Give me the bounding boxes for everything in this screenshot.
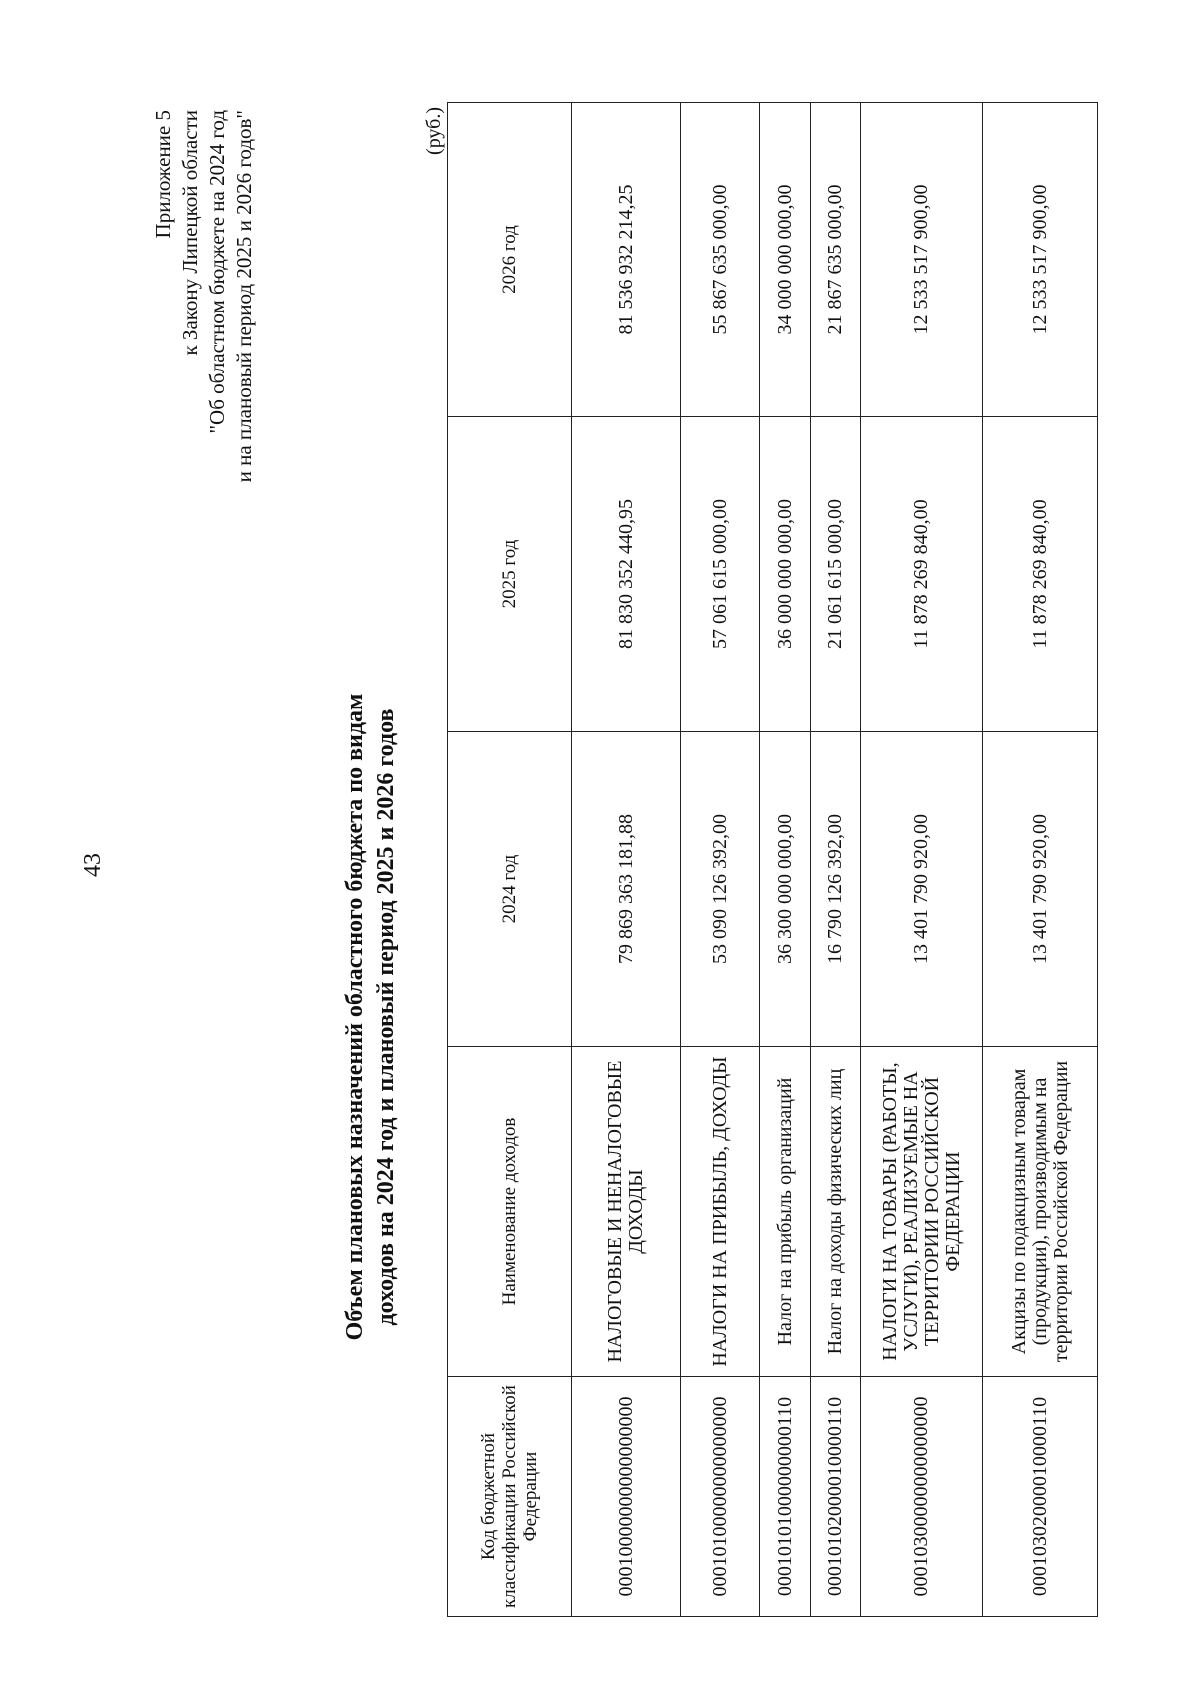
table-row	[572, 103, 681, 1617]
header-2024: 2024 год	[448, 732, 572, 1047]
table-row	[983, 103, 1098, 1617]
title-line-2: доходов на 2024 год и плановый период 2025 и 2026 годов	[373, 708, 399, 1326]
row-2024: 79 869 363 181,88	[572, 732, 681, 1047]
row-2025: 57 061 615 000,00	[681, 417, 760, 732]
row-code: 00010300000000000000	[861, 1377, 983, 1617]
table-row	[811, 103, 861, 1617]
row-2026: 12 533 517 900,00	[861, 103, 983, 417]
row-2024: 13 401 790 920,00	[983, 732, 1098, 1047]
header-name: Наименование доходов	[448, 1047, 572, 1377]
appendix-block	[150, 110, 258, 482]
row-name: НАЛОГОВЫЕ И НЕНАЛОГОВЫЕ ДОХОДЫ	[572, 1047, 681, 1377]
row-2024: 53 090 126 392,00	[681, 732, 760, 1047]
row-name: НАЛОГИ НА ПРИБЫЛЬ, ДОХОДЫ	[681, 1047, 760, 1377]
appendix-line: и на плановый период 2025 и 2026 годов"	[232, 110, 256, 483]
header-code: Код бюджетной классификации Российской Федерации	[448, 1377, 572, 1617]
currency-unit: (руб.)	[423, 107, 445, 155]
appendix-line: "Об областном бюджете на 2024 год	[205, 110, 229, 434]
row-2024: 36 300 000 000,00	[760, 732, 811, 1047]
row-code: 00010000000000000000	[572, 1377, 681, 1617]
row-code: 00010102000010000110	[811, 1377, 861, 1617]
row-2026: 34 000 000 000,00	[760, 103, 811, 417]
title-line-1: Объем плановых назначений областного бюджета по видам	[342, 693, 368, 1341]
table-row	[861, 103, 983, 1617]
row-2026: 55 867 635 000,00	[681, 103, 760, 417]
appendix-line: Приложение 5	[151, 110, 175, 239]
row-2026: 21 867 635 000,00	[811, 103, 861, 417]
table-row	[760, 103, 811, 1617]
revenue-table	[447, 102, 1098, 1617]
row-name: НАЛОГИ НА ТОВАРЫ (РАБОТЫ, УСЛУГИ), РЕАЛИЗУЕМЫЕ НА ТЕРРИТОРИИ РОССИЙСКОЙ ФЕДЕРАЦИИ	[861, 1047, 983, 1377]
header-2025: 2025 год	[448, 417, 572, 732]
table-row	[681, 103, 760, 1617]
row-name: Акцизы по подакцизным товарам (продукции), производимым на территории Российской Федерации	[983, 1047, 1098, 1377]
row-2025: 21 061 615 000,00	[811, 417, 861, 732]
row-name: Налог на прибыль организаций	[760, 1047, 811, 1377]
row-2026: 81 536 932 214,25	[572, 103, 681, 417]
table-header-row	[448, 103, 572, 1617]
page-number: 43	[80, 853, 106, 877]
row-2026: 12 533 517 900,00	[983, 103, 1098, 417]
row-name: Налог на доходы физических лиц	[811, 1047, 861, 1377]
row-2024: 13 401 790 920,00	[861, 732, 983, 1047]
row-code: 00010100000000000000	[681, 1377, 760, 1617]
row-2025: 81 830 352 440,95	[572, 417, 681, 732]
header-2026: 2026 год	[448, 103, 572, 417]
document-title	[340, 517, 402, 1517]
row-2025: 11 878 269 840,00	[861, 417, 983, 732]
row-code: 00010101000000000110	[760, 1377, 811, 1617]
row-2025: 36 000 000 000,00	[760, 417, 811, 732]
appendix-line: к Закону Липецкой области	[178, 110, 202, 356]
row-2024: 16 790 126 392,00	[811, 732, 861, 1047]
row-code: 00010302000010000110	[983, 1377, 1098, 1617]
row-2025: 11 878 269 840,00	[983, 417, 1098, 732]
